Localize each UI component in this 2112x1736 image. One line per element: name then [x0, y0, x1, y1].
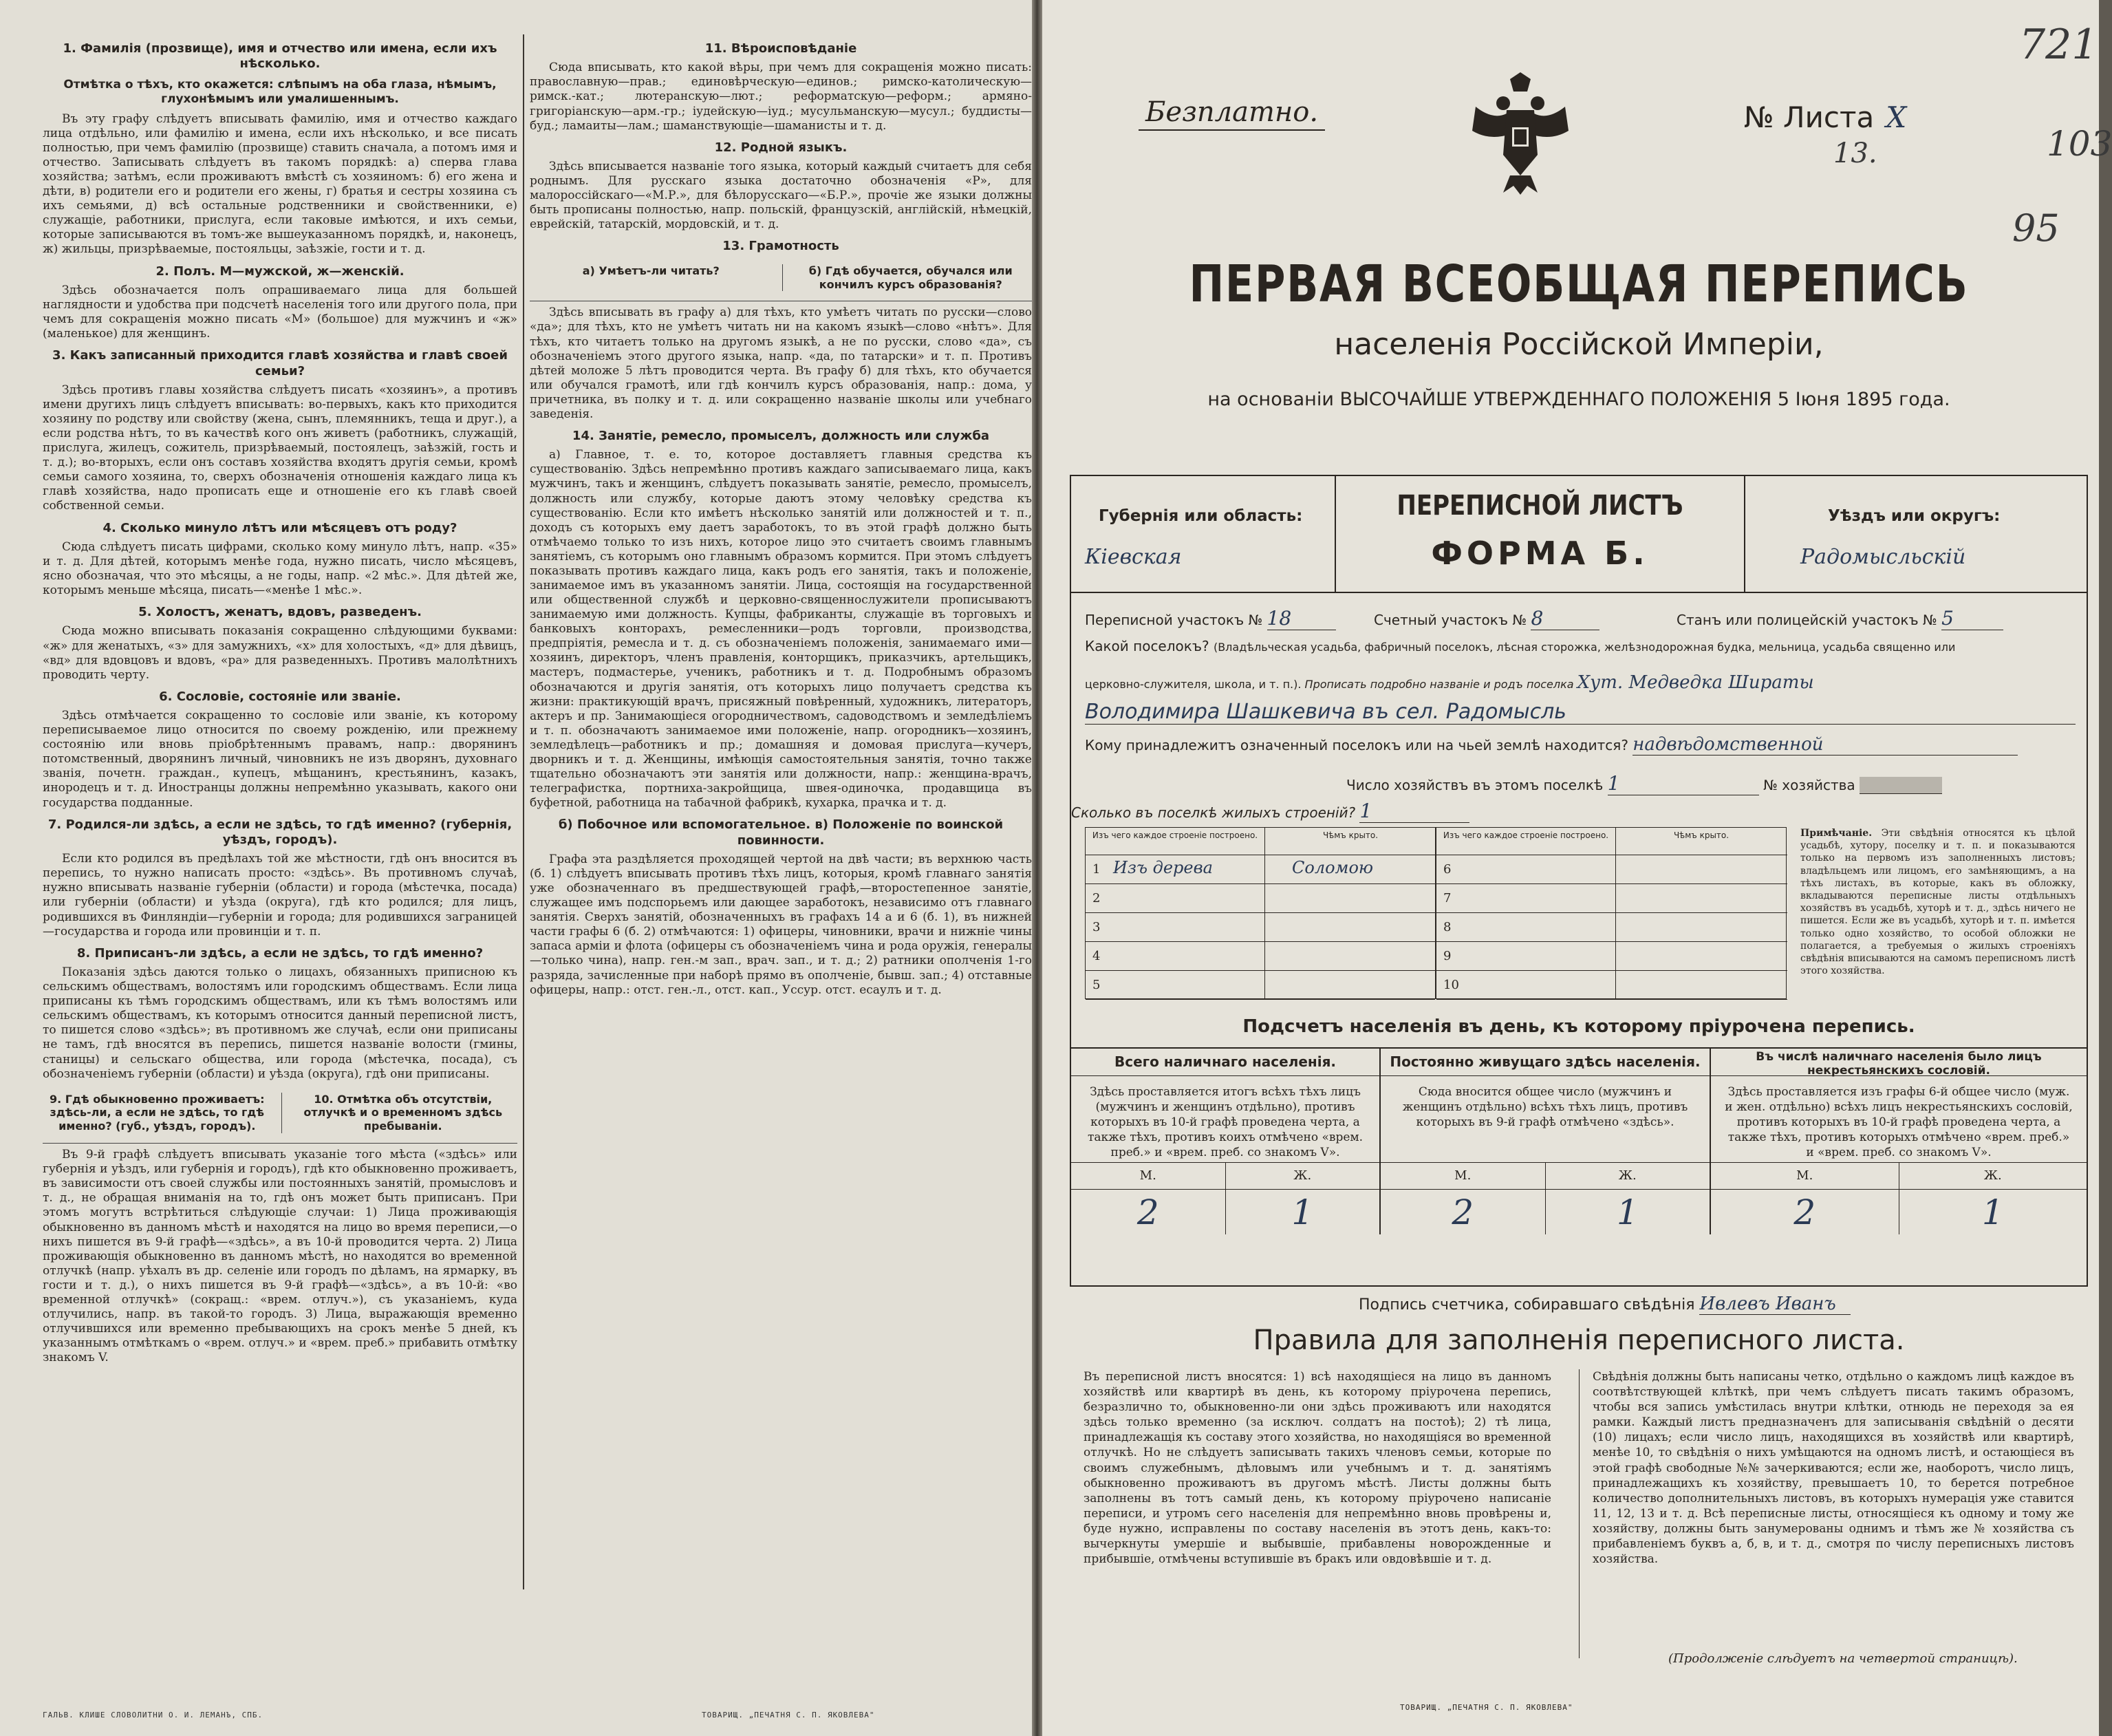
household-no-label: № хозяйства — [1763, 777, 1855, 793]
present-population-desc: Здѣсь проставляется итогъ всѣхъ тѣхъ лицъ (мужчинъ и женщинъ отдѣльно), противъ которыхъ въ 10-й графѣ проведена черта, а также тѣхъ, противъ коихъ отмѣчено «врем. преб.» и «врем. преб. со знакомъ V». — [1087, 1085, 1364, 1160]
non-peasant-col — [1711, 1049, 2087, 1234]
census-area-field — [1085, 607, 1336, 630]
settlement-value-2: Володимира Шашкевича въ сел. Радомысль — [1085, 700, 2076, 725]
rules-column-1: Въ переписной листъ вносятся: 1) всѣ находящіеся на лицо въ данномъ хозяйствѣ или квартирѣ въ день, къ которому пріурочена перепись, безразлично то, обыкновенно-ли они здѣсь проживаютъ или находятся здѣсь только временно (за исключ. солдатъ на постоѣ); 2) тѣ лица, принадлежащія къ составу этого хозяйства, но находящіяся во временной отлучкѣ. Но не слѣдуетъ записывать такихъ членовъ семьи, которые по своимъ служебнымъ, дѣловымъ или учебнымъ и т. д. занятіямъ обыкновенно проживаютъ въ другомъ мѣстѣ. Листы должны быть заполнены въ тотъ самый день, къ которому пріурочено написаніе переписи, и утромъ сего населенія для непремѣнно вновь провѣрены и, буде нужно, исправлены по составу населенія въ этотъ день, какъ-то: вычеркнуты умершіе и выбывшіе, прибавлены новорожденные и прибывшіе, отмѣчены вступившіе въ бракъ или овдовѣвшіе и т. д. — [1084, 1370, 1551, 1567]
note-title: Примѣчаніе. — [1800, 828, 1873, 839]
buildings-note — [1800, 827, 2076, 977]
row-number: 8 — [1443, 920, 1452, 934]
owner-label: Кому принадлежитъ означенный поселокъ или на чьей землѣ находится? — [1085, 737, 1628, 753]
permanent-m-value: 2 — [1452, 1192, 1474, 1232]
present-m-value: 2 — [1136, 1192, 1159, 1232]
buildings-value: 1 — [1359, 800, 1469, 823]
buildings-table-left — [1086, 828, 1436, 998]
rules-title: Правила для заполненія переписного листа. — [1253, 1325, 1905, 1356]
owner-value: надвѣдомственной — [1633, 734, 2018, 756]
rules-continued-note: (Продолженіе слѣдуетъ на четвертой страницѣ). — [1668, 1651, 2018, 1666]
permanent-population-header: Постоянно живущаго здѣсь населенія. — [1381, 1049, 1710, 1076]
section-text: Если кто родился въ предѣлахъ той же мѣстности, гдѣ онъ вносится въ перепись, то нужно написать просто: «здѣсь». Въ противномъ случаѣ, нужно вписывать названіе губерніи (области) и города (мѣстечка, посада) или губерніи (области) и уѣзда (округа), гдѣ кто родился; для лицъ, родившихся въ Финляндіи—губерніи и города; для родившихся заграницей—государства и города или провинціи и т. п. — [43, 852, 517, 939]
form-type-title: ФОРМА Б. — [1431, 535, 1649, 572]
section-9-10-text: Въ 9-й графѣ слѣдуетъ вписывать указаніе того мѣста («здѣсь» или губернія и уѣздъ, или губернія и городъ), гдѣ кто обыкновенно проживаетъ, въ зависимости отъ своей службы или постоянныхъ занятій, промысловъ и т. д., не обращая вниманія на то, гдѣ онъ может быть приписанъ. При этомъ могутъ встрѣтиться слѣдующіе случаи: 1) Лица проживающія обыкновенно въ данномъ мѣстѣ и находятся на лицо во время переписи,—о нихъ пишется въ 9-й графѣ—«здѣсь», а въ 10-й проводится черта. 2) Лица проживающія обыкновенно въ данномъ мѣстѣ, но находятся во временной отлучкѣ (напр. уѣхалъ въ др. селеніе или городъ по дѣламъ, на ярмарку, въ гости и т. д.), о нихъ пишется въ 9-й графѣ—«здѣсь», а въ 10-й: «во временной отлучкѣ» (сокращ.: «врем. отлуч.»), съ указаніемъ, куда отлучились, напр. въ такой-то городъ. 3) Лица, выражающія временно отлучившихся или временно пребывающихъ на срокъ менѣе 5 дней, къ указаннымъ отмѣткамъ о «врем. отлуч.» и «врем. преб.» прибавить отмѣтку знакомъ V. — [43, 1148, 517, 1365]
building-roof-value: Соломою — [1292, 858, 1374, 877]
section-title: 5. Холостъ, женатъ, вдовъ, разведенъ. — [138, 605, 422, 620]
building-row — [1436, 884, 1787, 913]
settlement-value-1: Хут. Медведка Шираты — [1577, 672, 1814, 693]
section-title: 7. Родился-ли здѣсь, а если не здѣсь, то гдѣ именно? (губернія, уѣздъ, городъ). — [47, 817, 513, 847]
building-row — [1086, 971, 1435, 1000]
owner-field — [1085, 734, 2018, 756]
section-text: Графа эта раздѣляется проходящей чертой на двѣ части; въ верхнюю часть (б. 1) слѣдуетъ вписывать противъ тѣхъ лицъ, которыя, кромѣ главнаго занятія уже обозначеннаго въ предшествующей графѣ,—второстепенное занятіе, служащее имъ подспорьемъ или дающее заработокъ, независимо отъ главнаго занятія. Сверхъ занятій, обозначенныхъ въ графахъ 14 а и 6 (б. 1), въ нижней части графы 6 (б. 2) отмѣчаются: 1) офицеры, чиновники, врачи и нижніе чины запаса арміи и флота (офицеры съ обозначеніемъ чина и рода оружія, генералы—только чина), напр. ген.-м зап., врач. зап., и т. д.; 2) ратники ополченія 1-го разряда, зачисленные при наборѣ прямо въ ополченіе, бывш. зап.; 4) отставные офицеры, напр.: отст. ген.-л., отст. кап., Уссур. отст. есаулъ и т. д. — [530, 852, 1032, 997]
signature-label: Подпись счетчика, собиравшаго свѣдѣнія — [1359, 1296, 1695, 1314]
imprint-right: ТОВАРИЩ. „ПЕЧАТНЯ С. П. ЯКОВЛЕВА" — [1400, 1703, 1573, 1712]
right-page — [1042, 0, 2112, 1736]
census-list-title: ПЕРЕПИСНОЙ ЛИСТЪ — [1397, 490, 1683, 522]
bh-roof-right: Чѣмъ крыто. — [1615, 828, 1787, 855]
building-row — [1086, 884, 1435, 913]
imperial-eagle-emblem-icon — [1469, 72, 1572, 196]
non-peasant-header: Въ числѣ наличнаго населенія было лицъ некрестьянскихъ сословій. — [1711, 1049, 2087, 1076]
page-subtitle: населенія Россійской Имперіи, — [1334, 327, 1824, 362]
households-field — [1346, 772, 1942, 795]
district-value: Радомысльскій — [1800, 545, 1966, 569]
row-number: 9 — [1443, 949, 1452, 963]
non-peasant-f-value: 1 — [1899, 1190, 2087, 1234]
population-count-title: Подсчетъ населенія въ день, къ которому пріурочена перепись. — [1242, 1016, 1915, 1037]
bh-material-left: Изъ чего каждое строеніе построено. — [1086, 828, 1264, 855]
section-title: 1. Фамилія (прозвище), имя и отчество или имена, если ихъ нѣсколько. — [63, 41, 497, 72]
non-peasant-desc: Здѣсь проставляется изъ графы 6-й общее число (муж. и жен. отдѣльно) всѣхъ лицъ некрестьянскихъ сословій, противъ которыхъ въ 10-й графѣ проведена черта, а также тѣхъ, противъ которыхъ отмѣчено «врем. преб.» и «врем. преб. со знакомъ V». — [1725, 1085, 2073, 1160]
row-number: 10 — [1443, 978, 1459, 992]
section-text: Здѣсь вписывается названіе того языка, который каждый считаетъ для себя роднымъ. Для русскаго языка достаточно обозначенія «Р», для малороссійскаго—«М.Р.», для бѣлорусскаго—«Б.Р.», прочіе же языки должны быть прописаны полностью, напр. польскій, французскій, англійскій, нѣмецкій, еврейскій, татарскій, мордовскій, и т. д. — [530, 160, 1032, 232]
section-title: б) Побочное или вспомогательное. в) Положеніе по воинской повинности. — [558, 817, 1004, 848]
archive-number-top: 721 — [2019, 21, 2098, 69]
instructions-column-1 — [43, 34, 517, 1371]
district-cell — [1745, 476, 2087, 593]
section-title: 8. Приписанъ-ли здѣсь, а если не здѣсь, то гдѣ именно? — [76, 945, 484, 961]
legal-basis: на основаніи ВЫСОЧАЙШЕ УТВЕРЖДЕННАГО ПОЛОЖЕНІЯ 5 Іюня 1895 года. — [1207, 389, 1950, 410]
f-label: Ж. — [1545, 1163, 1710, 1189]
row-number: 4 — [1092, 949, 1101, 963]
m-label: М. — [1796, 1168, 1813, 1183]
row-number: 6 — [1443, 862, 1452, 877]
page-title: ПЕРВАЯ ВСЕОБЩАЯ ПЕРЕПИСЬ — [1189, 255, 1969, 314]
district-label: Уѣздъ или округъ: — [1828, 507, 2001, 525]
row-number: 2 — [1092, 891, 1101, 905]
form-title-cell — [1336, 476, 1745, 593]
province-cell — [1071, 476, 1336, 593]
sheet-number — [1744, 93, 1906, 136]
section-text: а) Главное, т. е. то, которое доставляетъ главныя средства къ существованію. Здѣсь непремѣнно противъ каждаго записываемаго лица, какъ мужчинъ, такъ и женщинъ, слѣдуетъ показывать занятіе, ремесло, промыселъ, должность или службу, которые даютъ этому человѣку средства къ существованію. Если кто имѣетъ нѣсколько занятій или должностей и т. п., доходъ съ которыхъ ему даетъ заработокъ, то въ этой графѣ должно быть отмѣчаемо только то изъ нихъ, которое лицо это считаетъ своимъ главнымъ занятіемъ, съ которымъ оно главнымъ образомъ кормится. При этомъ слѣдуетъ показывать противъ каждаго лица, какъ родъ его занятія, такъ и положеніе, занимаемое имъ въ указанномъ занятіи. Лица, состоящія на государственной или общественной службѣ и церковно-священнослужители прописываютъ занимаемую ими должность. Купцы, фабриканты, служащіе въ торговыхъ и банковыхъ конторахъ, ремесленники—родъ торговли, производства, предпріятія, ремесла и т. д. съ обозначеніемъ положенія, занимаемаго ими—хозяинъ, директоръ, членъ правленія, конторщикъ, приказчикъ, артельщикъ, мастеръ, подмастерье, ученикъ, работникъ и т. д. Подробнымъ образомъ обозначаются и другія занятія, отъ которыхъ лицо получаетъ средства къ жизни: практикующій врачъ, присяжный повѣренный, художникъ, литераторъ, актеръ и пр. Занимающіеся огородничествомъ, садоводствомъ и земледѣліемъ и т. п. обозначаютъ занимаемое ими положеніе, напр. огородникъ—хозяинъ, земледѣлецъ—работникъ и пр.; домашняя и домовая прислуга—кучеръ, дворникъ и т. д. Женщины, имѣющія самостоятельныя занятія, точно также тщательно обозначаютъ эти занятія или должности, напр.: женщина-врачъ, телеграфистка, портниха-закройщица, швея-одиночка, продавщица въ буфетной, работница на табачной фабрикѣ, кухарка, прачка и т. д. — [530, 448, 1032, 811]
imprint-left: ГАЛЬВ. КЛИШЕ СЛОВОЛИТНИ О. И. ЛЕМАНЪ, СПБ. — [43, 1711, 263, 1719]
row-number: 1 — [1092, 862, 1101, 877]
present-f-value: 1 — [1225, 1190, 1380, 1234]
police-area-field — [1677, 607, 2003, 630]
f-label: Ж. — [1225, 1163, 1380, 1189]
section-text: Сюда вписывать, кто какой вѣры, при чемъ для сокращенія можно писать: православную—прав.; единовѣрческую—единов.; римско-католическую—римск.-кат.; лютеранскую—лют.; реформатскую—реформ.; армяно-григоріанскую—арм.-гр.; іудейскую—іуд.; мусульманскую—мусул.; буддисты—буд.; ламаиты—лам.; шаманствующіе—шаманисты и т. д. — [530, 61, 1032, 133]
settlement-note-2: церковно-служителя, школа, и т. п.). — [1085, 678, 1302, 691]
sheet-number-value: Х — [1886, 100, 1907, 134]
rules-divider — [1579, 1369, 1580, 1658]
population-count-table — [1071, 1047, 2087, 1233]
sheet-number-label: № Листа — [1744, 100, 1875, 134]
section-13a-title: а) Умѣетъ-ли читать? — [582, 264, 720, 277]
buildings-table-right — [1436, 828, 1787, 998]
building-row — [1436, 913, 1787, 942]
non-peasant-m-value: 2 — [1793, 1192, 1816, 1232]
column-divider — [523, 34, 524, 1589]
section-title: 3. Какъ записанный приходится главѣ хозяйства и главѣ своей семьи? — [52, 348, 508, 378]
building-row — [1086, 913, 1435, 942]
census-area-value: 18 — [1267, 607, 1336, 630]
signature-value: Ивлевъ Иванъ — [1699, 1294, 1851, 1315]
section-9-title: 9. Гдѣ обыкновенно проживаетъ: здѣсь-ли, а если не здѣсь, то гдѣ именно? (губ., уѣздъ, городъ). — [49, 1092, 265, 1133]
bh-material-right: Изъ чего каждое строеніе построено. — [1436, 828, 1615, 855]
section-title: 4. Сколько минуло лѣтъ или мѣсяцевъ отъ роду? — [103, 520, 457, 535]
buildings-label: Сколько въ поселкѣ жилыхъ строеній? — [1071, 804, 1356, 821]
police-area-value: 5 — [1941, 607, 2003, 630]
settlement-field — [1085, 638, 1955, 654]
section-title: 14. Занятіе, ремесло, промыселъ, должность или служба — [572, 429, 990, 443]
form-header-row — [1071, 476, 2087, 593]
row-number: 5 — [1092, 978, 1101, 992]
section-13-subheader — [530, 259, 1032, 302]
sheet-number-hw: 13. — [1833, 138, 1877, 169]
section-text: Здѣсь обозначается полъ опрашиваемаго лица для большей наглядности и удобства при подсчетѣ населенія того или другого пола, при чемъ для сокращенія можно писать «М» (большое) для мужчинъ и «ж» (маленькое) для женщинъ. — [43, 283, 517, 341]
archive-number-2: 103 — [2047, 124, 2112, 164]
rules-column-2: Свѣдѣнія должны быть написаны четко, отдѣльно о каждомъ лицѣ каждое въ соотвѣтствующей клѣткѣ, при чемъ слѣдуетъ писать такимъ образомъ, чтобы вся запись умѣстилась внутри клѣтки, отнюдь не переходя за ея рамки. Каждый листъ предназначенъ для записыванія свѣдѣній о десяти (10) лицахъ; если число лицъ, находящихся въ хозяйствѣ или квартирѣ, менѣе 10, то свѣдѣнія о нихъ умѣщаются на одномъ листѣ, и остающіеся въ этой графѣ свободные №№ зачеркиваются; если же, наоборотъ, число лицъ, принадлежащихъ къ хозяйству, превышаетъ 10, то берется потребное количество дополнительныхъ листовъ, въ которыхъ нумерація уже ставится 11, 12, 13 и т. д. Всѣ переписные листы, относящіеся къ одному и тому же хозяйству, должны быть занумерованы однимъ и тѣмъ же № хозяйства съ прибавленіемъ буквъ а, б, в, и т. д., смотря по числу переписныхъ листовъ хозяйства. — [1593, 1370, 2074, 1567]
permanent-f-value: 1 — [1545, 1190, 1710, 1234]
household-no-value — [1860, 777, 1942, 794]
police-area-label: Станъ или полицейскій участокъ № — [1677, 612, 1937, 628]
instructions-column-2 — [530, 34, 1032, 1003]
section-text: Въ эту графу слѣдуетъ вписывать фамилію, имя и отчество каждаго лица отдѣльно, или фамилію и имена, если ихъ нѣсколько, и все писать полностью, при чемъ фамилію (прозвище) ставить сначала, а потомъ имя и отчество. Записывать слѣдуетъ въ такомъ порядкѣ: а) сперва глава хозяйства; затѣмъ, если проживаютъ вмѣстѣ съ хозяиномъ: б) его жена и дѣти, в) родители его и родители его жены, г) братья и сестры хозяина съ ихъ семьями, д) всѣ остальные родственники и свойственники, е) служащіе, работники, прислуга, если таковые имѣются, и ихъ семьи, которые записываются въ томъ-же вышеуказанномъ порядкѣ, и, наконецъ, ж) жильцы, призрѣваемые, постояльцы, заѣзжіе, гости и т. д. — [43, 111, 517, 257]
province-value: Кіевская — [1085, 545, 1182, 569]
census-area-label: Переписной участокъ № — [1085, 612, 1263, 628]
row-number: 3 — [1092, 920, 1101, 934]
section-9-10-header — [43, 1087, 517, 1144]
buildings-field — [1071, 800, 1469, 823]
building-row — [1086, 942, 1435, 971]
section-text: Показанія здѣсь даются только о лицахъ, обязанныхъ приписною къ сельскимъ обществамъ, волостямъ или городскимъ обществамъ. Если лица приписаны къ тѣмъ городскимъ обществамъ, или къ тѣмъ волостямъ или сельскимъ обществамъ, къ которымъ относится данный переписной листъ, то пишется слово «здѣсь»; въ противномъ же случаѣ, если они приписаны не тамъ, гдѣ вносятся въ перепись, пишется названіе волости (гмины, станицы) и сельскаго общества, или города (мѣстечка, посада), съ обозначеніемъ губерніи (области) и уѣзда (округа), гдѣ они приписаны. — [43, 965, 517, 1081]
settlement-note-3: Прописать подробно названіе и родъ поселка — [1304, 678, 1574, 691]
settlement-label: Какой поселокъ? — [1085, 638, 1209, 654]
m-label: М. — [1139, 1168, 1156, 1183]
permanent-population-desc: Сюда вносится общее число (мужчинъ и женщинъ отдѣльно) всѣхъ тѣхъ лицъ, противъ которыхъ въ 9-й графѣ отмѣчено «здѣсь». — [1402, 1085, 1688, 1130]
section-text: Здѣсь противъ главы хозяйства слѣдуетъ писать «хозяинъ», а противъ имени другихъ лицъ слѣдуетъ вписывать: во-первыхъ, какъ кто приходится хозяину по родству или свойству (жена, сынъ, племянникъ, теща и друг.), а если родства нѣтъ, то въ качествѣ кого онъ живетъ (работникъ, служащій, прислуга, жилецъ, сожитель, призрѣваемый, постоялецъ, заѣзжій, гость и т. д.); во-вторыхъ, если онъ составъ хозяйства входятъ другія семьи, кромѣ семьи самого хозяина, то, сверхъ обозначенія отношенія каждаго лица къ главѣ хозяйства, надо прописать еще и отношеніе его къ главѣ своей собственной семьи. — [43, 383, 517, 513]
buildings-table — [1085, 827, 1787, 999]
bh-roof-left: Чѣмъ крыто. — [1264, 828, 1436, 855]
section-title: 11. Вѣроисповѣданіе — [704, 41, 857, 56]
free-label: Безплатно. — [1139, 96, 1325, 131]
counter-area-value: 8 — [1531, 607, 1599, 630]
archive-number-3: 95 — [2012, 206, 2060, 250]
building-row — [1436, 942, 1787, 971]
permanent-population-col — [1381, 1049, 1711, 1234]
imprint-left-2: ТОВАРИЩ. „ПЕЧАТНЯ С. П. ЯКОВЛЕВА" — [702, 1711, 875, 1719]
section-text: Здѣсь вписывать въ графу а) для тѣхъ, кто умѣетъ читать по русски—слово «да»; для тѣхъ, кто не умѣетъ читать ни на какомъ языкѣ—слово «нѣтъ». Для тѣхъ, кто читаетъ только на другомъ языкѣ, а не по русски, слово «да», съ обозначеніемъ этого другого языка, напр. «да, по татарски» и т. п. Противъ дѣтей моложе 5 лѣтъ проводится черта. Въ графу б) для тѣхъ, кто обучается или обучался грамотѣ, или гдѣ кончилъ курсъ образованія, напр.: дома, у причетника, въ полку и т. д. или сокращенно названіе школы или учебнаго заведенія. — [530, 306, 1032, 421]
m-label: М. — [1454, 1168, 1472, 1183]
households-value: 1 — [1608, 772, 1759, 795]
present-population-header: Всего наличнаго населенія. — [1071, 1049, 1379, 1076]
present-population-col — [1071, 1049, 1381, 1234]
building-row — [1436, 855, 1787, 884]
enumerator-signature-field — [1359, 1294, 1851, 1315]
book-gutter — [1032, 0, 1042, 1736]
section-subtitle: Отмѣтка о тѣхъ, кто окажется: слѣпымъ на оба глаза, нѣмымъ, глухонѣмымъ или умалишеннымъ. — [63, 77, 497, 106]
section-text: Сюда можно вписывать показанія сокращенно слѣдующими буквами: «ж» для женатыхъ, «з» для замужнихъ, «х» для холостыхъ, «д» для дѣвицъ, «вд» для вдовцовъ и вдовъ, «ра» для разведенныхъ. Противъ малолѣтнихъ проводить черту. — [43, 624, 517, 682]
section-text: Сюда слѣдуетъ писать цифрами, сколько кому минуло лѣтъ, напр. «35» и т. д. Для дѣтей, которымъ менѣе года, нужно писать, число мѣсяцевъ, ясно обозначая, что это мѣсяцы, а не годы, напр. «2 мѣс.». Для дѣтей же, которымъ меньше мѣсяца, писать—«менѣе 1 мѣс.». — [43, 539, 517, 598]
households-label: Число хозяйствъ въ этомъ поселкѣ — [1346, 777, 1604, 793]
section-13b-title: б) Гдѣ обучается, обучался или кончилъ курсъ образованія? — [782, 264, 1033, 292]
counter-area-label: Счетный участокъ № — [1374, 612, 1527, 628]
counter-area-field — [1374, 607, 1599, 630]
census-form — [1070, 475, 2088, 1287]
province-label: Губернія или область: — [1099, 507, 1303, 525]
note-text: Эти свѣдѣнія относятся къ цѣлой усадьбѣ, хутору, поселку и т. п. и показываются только на первомъ изъ заполненныхъ листовъ; владѣльцемъ или лицомъ, его замѣняющимъ, а на тѣхъ листахъ, въ которые, какъ въ обложку, вкладываются переписные листы отдѣльныхъ хозяйствъ въ усадьбѣ, хуторѣ и т. д., здѣсь ничего не пишется. Если же въ усадьбѣ, хуторѣ и т. п. имѣется только одно хозяйство, то особой обложки не полагается, а требуемыя о жилыхъ строеніяхъ свѣдѣнія вписываются на самомъ переписномъ листѣ этого хозяйства. — [1800, 828, 2076, 977]
row-number: 7 — [1443, 891, 1452, 905]
section-title: 2. Полъ. М—мужской, ж—женскій. — [155, 264, 405, 279]
settlement-note-row — [1085, 672, 1814, 693]
building-material-value: Изъ дерева — [1113, 858, 1213, 877]
section-title: 12. Родной языкъ. — [714, 140, 848, 155]
section-title: 6. Сословіе, состояніе или званіе. — [159, 689, 401, 704]
section-title: 13. Грамотность — [722, 239, 839, 254]
f-label: Ж. — [1899, 1163, 2087, 1189]
building-row — [1436, 971, 1787, 1000]
section-text: Здѣсь отмѣчается сокращенно то сословіе или званіе, къ которому переписываемое лицо относится по своему рожденію, или прежнему состоянію или вновь пріобрѣтеннымъ правамъ, напр.: дворянинъ потомственный, дворянинъ личный, чиновникъ не изъ дворянъ, духовнаго званія, почетн. граждан., купецъ, мѣщанинъ, крестьянинъ, казакъ, инородецъ и т. д. Иностранцы должны непремѣнно указывать, какого они государства подданные. — [43, 709, 517, 810]
building-row — [1086, 855, 1435, 884]
left-page — [0, 0, 1032, 1736]
settlement-note-1: (Владѣльческая усадьба, фабричный поселокъ, лѣсная сторожка, желѣзнодорожная будка, мельница, усадьба священно или — [1213, 641, 1956, 654]
section-10-title: 10. Отмѣтка объ отсутствіи, отлучкѣ и о временномъ здѣсь пребываніи. — [281, 1093, 518, 1133]
